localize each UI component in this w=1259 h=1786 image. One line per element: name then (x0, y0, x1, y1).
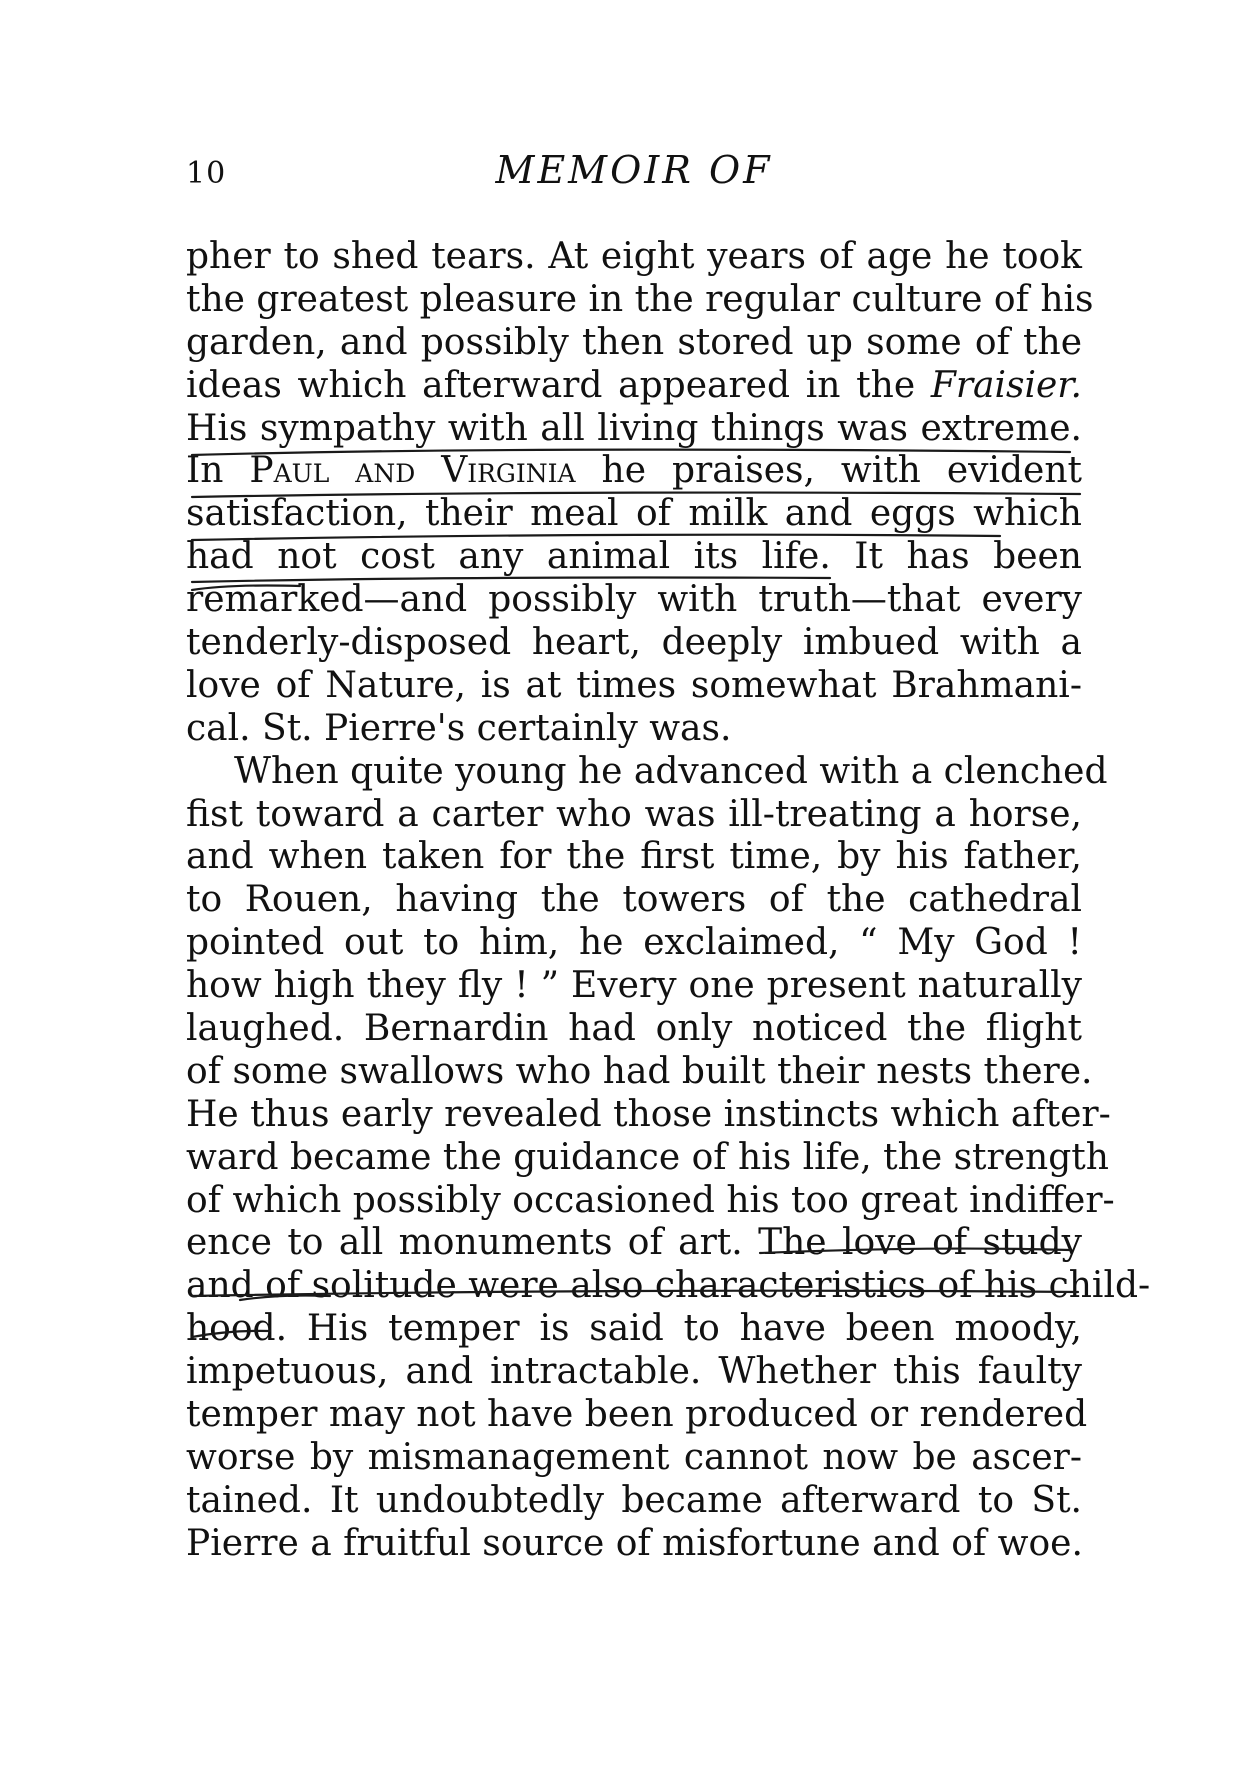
text-line (186, 708, 1082, 751)
text-line (186, 536, 1082, 579)
line-text: impetuous, and intractable. Whether this faulty (186, 1351, 1082, 1393)
text-line (186, 365, 1082, 408)
line-text: and of solitude were also characteristics of his child- (186, 1265, 1151, 1307)
line-text: had not cost any animal its life. It has been (186, 536, 1082, 578)
line-text: laughed. Bernardin had only noticed the flight (186, 1008, 1082, 1050)
text-line (186, 1093, 1111, 1137)
text-line (186, 1523, 1082, 1566)
line-text: love of Nature, is at times somewhat Brahmani- (186, 664, 1082, 706)
text-line (186, 1179, 1115, 1223)
text-line (186, 1394, 1088, 1437)
text-line (186, 322, 1082, 365)
running-head: MEMOIR OF (495, 148, 773, 192)
line-text: cal. St. Pierre's certainly was. (186, 707, 732, 749)
text-line (186, 1008, 1082, 1051)
text-line (186, 493, 1082, 536)
line-text: fist toward a carter who was ill-treating a horse, (186, 793, 1082, 835)
line-text: of some swallows who had built their nests there. (186, 1050, 1093, 1092)
text-line (186, 1050, 1093, 1094)
line-text-tail: he praises, with evident (575, 450, 1082, 492)
text-line (186, 1308, 1082, 1351)
text-line (186, 1222, 1082, 1265)
line-text: worse by mismanagement cannot now be ascer- (186, 1436, 1082, 1478)
line-text: ward became the guidance of his life, the strength (186, 1136, 1109, 1178)
text-line (186, 922, 1082, 965)
line-text: and when taken for the first time, by his father, (186, 836, 1082, 878)
line-text: how high they fly ! ” Every one present naturally (186, 965, 1082, 1007)
text-line (186, 1136, 1109, 1180)
line-text: When quite young he advanced with a clenched (234, 750, 1108, 792)
text-line (186, 965, 1082, 1008)
line-text: pointed out to him, he exclaimed, “ My God ! (186, 922, 1082, 964)
line-text: His sympathy with all living things was extreme. (186, 407, 1082, 449)
text-line (186, 408, 1082, 451)
line-text: garden, and possibly then stored up some of the (186, 321, 1082, 363)
line-text: pher to shed tears. At eight years of age he took (186, 236, 1082, 277)
line-text: ideas which afterward appeared in the (186, 364, 931, 406)
line-text: tained. It undoubtedly became afterward to St. (186, 1479, 1082, 1521)
text-line (186, 879, 1082, 922)
line-text: ence to all monuments of art. The love of study (186, 1222, 1082, 1264)
line-text: Pierre a fruitful source of misfortune and of woe. (186, 1522, 1083, 1564)
text-line (186, 665, 1082, 708)
text-line (186, 750, 1108, 794)
italic-title: Fraisier. (930, 364, 1082, 406)
text-line (186, 1437, 1082, 1480)
line-text: In (186, 450, 250, 492)
text-line (186, 278, 1094, 322)
line-text: remarked—and possibly with truth—that every (186, 579, 1082, 621)
line-text: the greatest pleasure in the regular culture of his (186, 278, 1094, 320)
text-line (186, 794, 1082, 837)
book-title-smallcaps: Paul and Virginia (249, 450, 576, 492)
line-text: He thus early revealed those instincts which after- (186, 1093, 1111, 1135)
text-line (186, 450, 1082, 493)
page-header (186, 148, 1082, 198)
line-text: temper may not have been produced or rendered (186, 1394, 1088, 1436)
text-line (186, 1480, 1082, 1523)
body-text (186, 236, 1151, 1566)
line-text: satisfaction, their meal of milk and eggs which (186, 493, 1082, 535)
line-text: tenderly-disposed heart, deeply imbued with a (186, 622, 1082, 664)
text-line (186, 1351, 1082, 1394)
text-line (186, 836, 1082, 879)
line-text: hood. His temper is said to have been moody, (186, 1308, 1082, 1350)
text-line (186, 1265, 1151, 1308)
text-line (186, 236, 1082, 279)
page-number: 10 (186, 156, 227, 191)
line-text: of which possibly occasioned his too great indiffer- (186, 1179, 1115, 1221)
text-line (186, 579, 1082, 622)
line-text: to Rouen, having the towers of the cathedral (186, 879, 1082, 921)
text-line (186, 622, 1082, 665)
